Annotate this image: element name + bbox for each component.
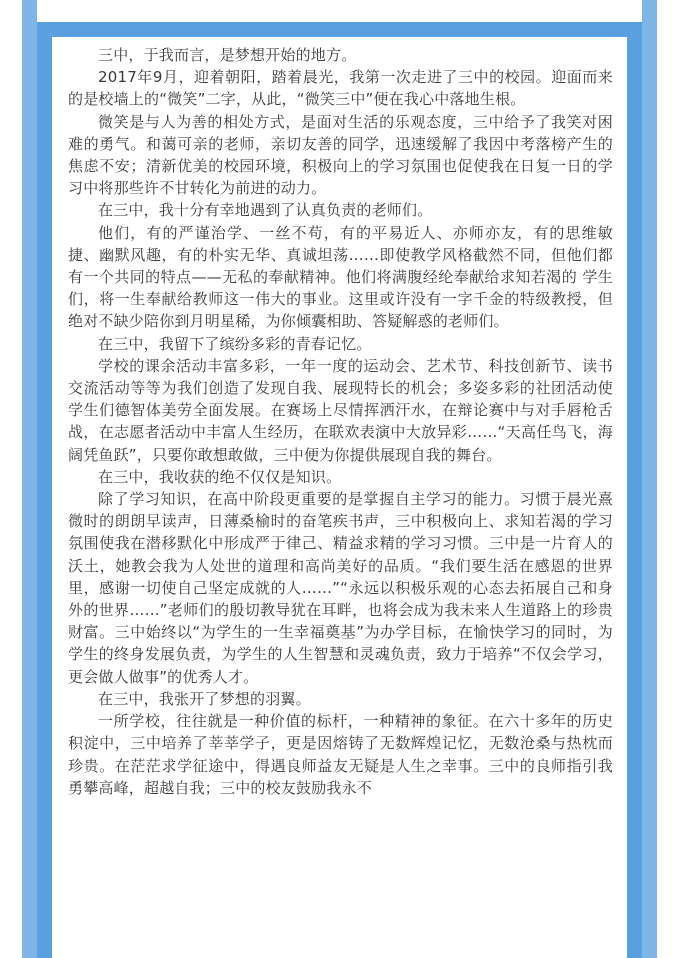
- paragraph: 在三中，我留下了缤纷多彩的青春记忆。: [98, 334, 372, 353]
- paragraph: 他们，有的严谨治学、一丝不苟，有的平易近人、亦师亦友，有的思维敏捷、幽默风趣，有的朴实无华、真诚坦荡……即使教学风格截然不同，但他们都有一个共同的特点——无私的奉献精神。他们将满腹经纶奉献给求知若渴的 学生们，将一生奉献给教师这一伟大的事业。这里或许没有一字千金的特级教授，但绝对不缺少陪你到月明星稀，为你倾囊相助、答疑解惑的老师们。: [68, 223, 613, 331]
- paragraph: 学校的课余活动丰富多彩，一年一度的运动会、艺术节、科技创新节、读书交流活动等等为我们创造了发现自我、展现特长的机会；多姿多彩的社团活动使学生们德智体美劳全面发展。在赛场上尽情挥洒汗水，在辩论赛中与对手唇枪舌战，在志愿者活动中丰富人生经历，在联欢表演中大放异彩……“天高任鸟飞，海阔凭鱼跃”，只要你敢想敢做，三中便为你提供展现自我的舞台。: [68, 356, 613, 464]
- paragraph: 一所学校，往往就是一种价值的标杆，一种精神的象征。在六十多年的历史积淀中，三中培养了莘莘学子，更是因熔铸了无数辉煌记忆，无数沧桑与热枕而珍贵。在茫茫求学征途中，得遇良师益友无疑是人生之幸事。三中的良师指引我勇攀高峰，超越自我；三中的校友鼓励我永不: [68, 712, 613, 797]
- left-frame-stripe: [22, 0, 37, 958]
- paragraph: 三中，于我而言，是梦想开始的地方。: [98, 46, 357, 64]
- paragraph: 在三中，我张开了梦想的羽翼。: [98, 689, 311, 708]
- paragraph: 2017年9月，迎着朝阳，踏着晨光，我第一次走进了三中的校园。迎面而来的是校墙上的“微笑”二字，从此，“微笑三中”便在我心中落地生根。: [68, 68, 613, 109]
- paragraph: 微笑是与人为善的相处方式，是面对生活的乐观态度，三中给予了我笑对困难的勇气。和蔼可亲的老师，亲切友善的同学，迅速缓解了我因中考落榜产生的焦虑不安；清新优美的校园环境，积极向上的学习氛围也促使我在日复一日的学习中将那些许不甘转化为前进的动力。: [68, 112, 613, 198]
- article-body: [68, 44, 613, 799]
- paragraph: 在三中，我十分有幸地遇到了认真负责的老师们。: [98, 201, 433, 220]
- paragraph: 在三中，我收获的绝不仅仅是知识。: [98, 467, 342, 486]
- right-frame-stripe: [642, 0, 657, 958]
- paragraph: 除了学习知识，在高中阶段更重要的是掌握自主学习的能力。习惯于晨光熹微时的朗朗早读声，日薄桑榆时的奋笔疾书声，三中积极向上、求知若渴的学习氛围使我在潜移默化中形成严于律己、精益求精的学习习惯。三中是一片育人的沃土，她教会我为人处世的道理和高尚美好的品质。“我们要生活在感恩的世界里，感谢一切使自己坚定成就的人……”“永远以积极乐观的心态去拓展自己和身外的世界……”老师们的殷切教导犹在耳畔，也将会成为我未来人生道路上的珍贵财富。三中始终以“为学生的一生幸福奠基”为办学目标，在愉快学习的同时，为学生的终身发展负责，为学生的人生智慧和灵魂负责，致力于培养“不仅会学习，更会做人做事”的优秀人才。: [68, 490, 613, 686]
